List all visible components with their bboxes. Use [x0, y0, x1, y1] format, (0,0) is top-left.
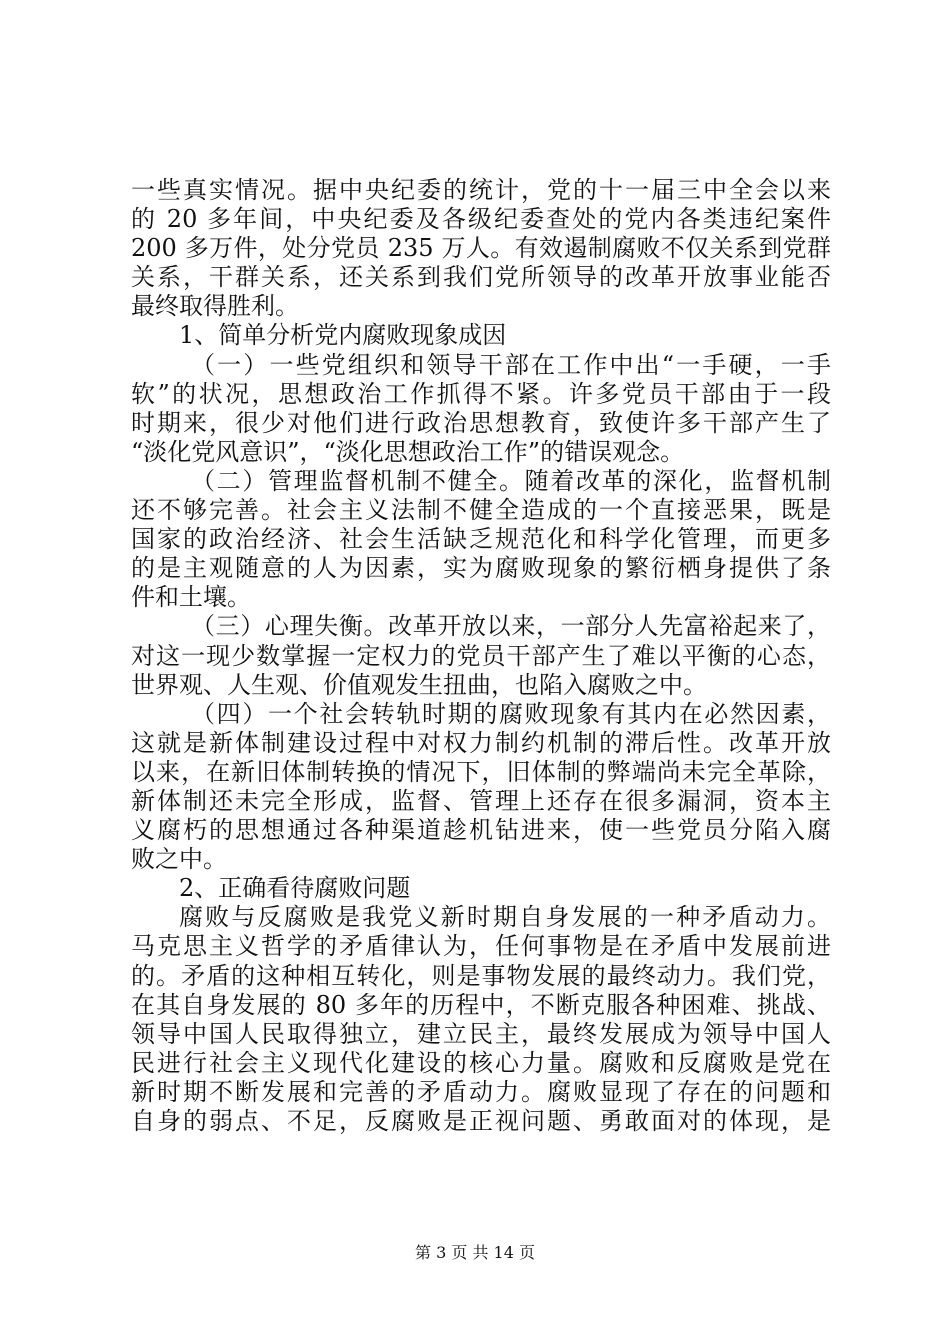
text-line: 最终取得胜利。	[131, 292, 299, 321]
text-line: 2、正确看待腐败问题	[179, 874, 411, 903]
text-line: “淡化党风意识”，“淡化思想政治工作”的错误观念。	[131, 437, 685, 466]
document-body	[131, 176, 831, 1136]
text-line: 软”的状况，思想政治工作抓得不紧。许多党员干部由于一段	[131, 379, 831, 408]
text-line: 关系，干群关系，还关系到我们党所领导的改革开放事业能否	[131, 263, 831, 292]
text-line: 马克思主义哲学的矛盾律认为，任何事物是在矛盾中发展前进	[131, 932, 831, 961]
text-line: 一些真实情况。据中央纪委的统计，党的十一届三中全会以来	[131, 176, 831, 204]
text-line: 义腐朽的思想通过各种渠道趁机钻进来，使一些党员分陷入腐	[131, 816, 831, 845]
text-line: 的是主观随意的人为因素，实为腐败现象的繁衍栖身提供了条	[131, 554, 831, 583]
text-line: 世界观、人生观、价值观发生扭曲，也陷入腐败之中。	[131, 670, 707, 699]
text-line: 对这一现少数掌握一定权力的党员干部产生了难以平衡的心态，	[131, 641, 831, 670]
text-line: 时期来，很少对他们进行政治思想教育，致使许多干部产生了	[131, 408, 831, 437]
text-line: （三）心理失衡。改革开放以来，一部分人先富裕起来了，	[191, 612, 831, 641]
text-line: 国家的政治经济、社会生活缺乏规范化和科学化管理，而更多	[131, 525, 831, 554]
text-line: 的 20 多年间，中央纪委及各级纪委查处的党内各类违纪案件	[131, 205, 831, 234]
text-line: 新时期不断发展和完善的矛盾动力。腐败显现了存在的问题和	[131, 1077, 831, 1106]
text-line: 这就是新体制建设过程中对权力制约机制的滞后性。改革开放	[131, 728, 831, 757]
text-line: 败之中。	[131, 845, 227, 874]
text-line: 的。矛盾的这种相互转化，则是事物发展的最终动力。我们党，	[131, 961, 831, 990]
text-line: （二）管理监督机制不健全。随着改革的深化，监督机制	[191, 466, 831, 495]
text-line: 还不够完善。社会主义法制不健全造成的一个直接恶果，既是	[131, 496, 831, 525]
text-line: （一）一些党组织和领导干部在工作中出“一手硬，一手	[191, 350, 831, 379]
text-line: 以来，在新旧体制转换的情况下，旧体制的弊端尚未完全革除，	[131, 757, 831, 786]
text-line: 腐败与反腐败是我党义新时期自身发展的一种矛盾动力。	[179, 903, 831, 932]
text-line: 在其自身发展的 80 多年的历程中，不断克服各种困难、挑战、	[131, 990, 831, 1019]
text-line: 1、简单分析党内腐败现象成因	[179, 321, 507, 350]
text-line: （四）一个社会转轨时期的腐败现象有其内在必然因素，	[191, 699, 831, 728]
text-line: 件和土壤。	[131, 583, 251, 612]
text-line: 民进行社会主义现代化建设的核心力量。腐败和反腐败是党在	[131, 1048, 831, 1077]
text-line: 新体制还未完全形成，监督、管理上还存在很多漏洞，资本主	[131, 786, 831, 815]
page-footer: 第 3 页 共 14 页	[415, 1243, 535, 1262]
text-line: 领导中国人民取得独立，建立民主，最终发展成为领导中国人	[131, 1019, 831, 1048]
text-line: 200 多万件，处分党员 235 万人。有效遏制腐败不仅关系到党群	[131, 234, 831, 263]
text-line: 自身的弱点、不足，反腐败是正视问题、勇敢面对的体现，是	[131, 1107, 831, 1135]
